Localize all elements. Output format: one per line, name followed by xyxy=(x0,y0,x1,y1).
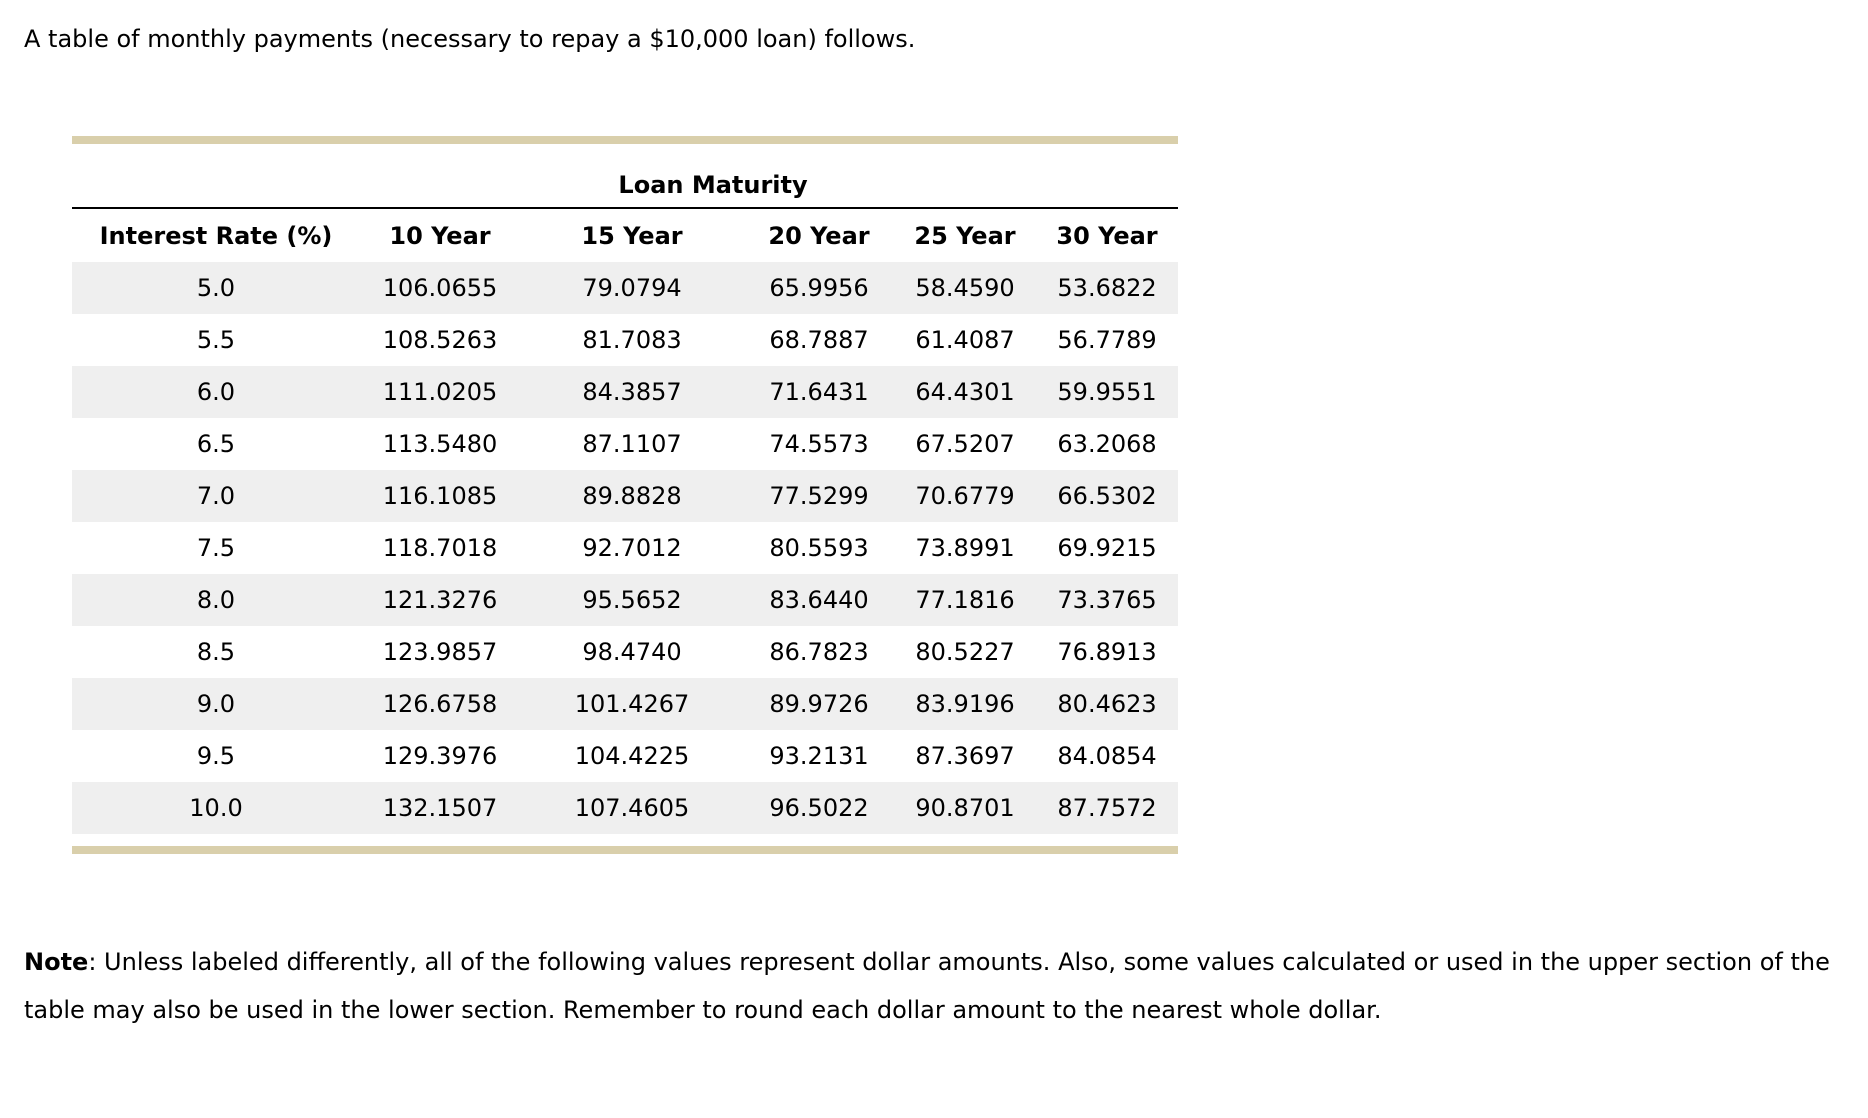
intro-text: A table of monthly payments (necessary to repay a $10,000 loan) follows. xyxy=(24,25,916,53)
payment-cell: 83.9196 xyxy=(894,678,1036,730)
interest-rate-cell: 7.5 xyxy=(196,534,236,562)
payment-cell: 95.5652 xyxy=(520,574,744,626)
payment-cell: 53.6822 xyxy=(1036,262,1178,314)
payment-cell: 92.7012 xyxy=(582,534,682,562)
payment-cell: 87.1107 xyxy=(582,430,682,458)
payment-cell: 81.7083 xyxy=(582,326,682,354)
payment-cell: 89.9726 xyxy=(744,678,894,730)
payment-cell: 69.9215 xyxy=(1057,534,1157,562)
payment-cell: 80.5227 xyxy=(915,638,1015,666)
payment-cell: 77.5299 xyxy=(744,470,894,522)
payment-cell: 58.4590 xyxy=(894,262,1036,314)
note-label: Note xyxy=(24,948,89,976)
column-header-25-year: 25 Year xyxy=(914,221,1016,250)
payment-cell: 96.5022 xyxy=(744,782,894,834)
payment-cell: 113.5480 xyxy=(382,430,498,458)
interest-rate-cell: 6.0 xyxy=(72,366,360,418)
payment-cell: 74.5573 xyxy=(769,430,869,458)
table-bottom-rule xyxy=(72,846,1178,854)
payment-cell: 64.4301 xyxy=(894,366,1036,418)
payment-cell: 84.3857 xyxy=(520,366,744,418)
table-row xyxy=(72,366,1178,418)
payment-cell: 104.4225 xyxy=(574,742,690,770)
payments-table-container xyxy=(72,136,1178,854)
table-body xyxy=(72,262,1178,834)
payment-cell: 132.1507 xyxy=(360,782,520,834)
payment-cell: 56.7789 xyxy=(1057,326,1157,354)
payment-cell: 70.6779 xyxy=(894,470,1036,522)
payment-cell: 61.4087 xyxy=(915,326,1015,354)
payment-cell: 121.3276 xyxy=(360,574,520,626)
column-header-10-year: 10 Year xyxy=(389,221,491,250)
table-top-rule xyxy=(72,136,1178,144)
payment-cell: 79.0794 xyxy=(520,262,744,314)
interest-rate-cell: 5.0 xyxy=(72,262,360,314)
payment-cell: 126.6758 xyxy=(360,678,520,730)
payment-cell: 73.8991 xyxy=(915,534,1015,562)
payment-cell: 63.2068 xyxy=(1057,430,1157,458)
column-header-20-year: 20 Year xyxy=(768,221,870,250)
interest-rate-cell: 7.0 xyxy=(72,470,360,522)
interest-rate-cell: 8.5 xyxy=(196,638,236,666)
payment-cell: 129.3976 xyxy=(382,742,498,770)
payment-cell: 93.2131 xyxy=(769,742,869,770)
payment-cell: 87.7572 xyxy=(1036,782,1178,834)
payment-cell: 67.5207 xyxy=(915,430,1015,458)
payment-cell: 77.1816 xyxy=(894,574,1036,626)
payment-cell: 87.3697 xyxy=(915,742,1015,770)
payment-cell: 66.5302 xyxy=(1036,470,1178,522)
table-row xyxy=(72,418,1178,470)
table-row xyxy=(72,730,1178,782)
table-row xyxy=(72,262,1178,314)
payment-cell: 107.4605 xyxy=(520,782,744,834)
interest-rate-cell: 5.5 xyxy=(196,326,236,354)
payment-cell: 116.1085 xyxy=(360,470,520,522)
interest-rate-cell: 10.0 xyxy=(72,782,360,834)
payment-cell: 90.8701 xyxy=(894,782,1036,834)
table-row xyxy=(72,470,1178,522)
payment-cell: 108.5263 xyxy=(382,326,498,354)
payment-cell: 65.9956 xyxy=(744,262,894,314)
table-row xyxy=(72,522,1178,574)
payment-cell: 80.4623 xyxy=(1036,678,1178,730)
group-header-row xyxy=(72,144,1178,208)
loan-maturity-label: Loan Maturity xyxy=(618,171,808,199)
interest-rate-cell: 6.5 xyxy=(196,430,236,458)
payment-cell: 59.9551 xyxy=(1036,366,1178,418)
payment-cell: 101.4267 xyxy=(520,678,744,730)
table-row xyxy=(72,678,1178,730)
payment-cell: 111.0205 xyxy=(360,366,520,418)
note-paragraph xyxy=(24,938,1854,1034)
payment-cell: 98.4740 xyxy=(582,638,682,666)
column-header-interest-rate: Interest Rate (%) xyxy=(99,221,333,250)
payment-cell: 73.3765 xyxy=(1036,574,1178,626)
payment-cell: 84.0854 xyxy=(1057,742,1157,770)
interest-rate-cell: 9.5 xyxy=(196,742,236,770)
payment-cell: 106.0655 xyxy=(360,262,520,314)
table-row xyxy=(72,782,1178,834)
note-text: : Unless labeled differently, all of the following values represent dollar amounts. Also, some values calculated or used in the upper section of the table may also be used in the lower section. Remember to round each dollar amount to the nearest whole dollar. xyxy=(24,948,1830,1024)
payment-cell: 86.7823 xyxy=(769,638,869,666)
column-header-row xyxy=(72,208,1178,262)
payment-cell: 71.6431 xyxy=(744,366,894,418)
interest-rate-cell: 9.0 xyxy=(72,678,360,730)
table-row xyxy=(72,626,1178,678)
column-header-30-year: 30 Year xyxy=(1056,221,1158,250)
group-header-blank xyxy=(72,144,360,208)
payment-cell: 118.7018 xyxy=(382,534,498,562)
payment-cell: 83.6440 xyxy=(744,574,894,626)
table-row xyxy=(72,574,1178,626)
payment-cell: 89.8828 xyxy=(520,470,744,522)
interest-rate-cell: 8.0 xyxy=(72,574,360,626)
loan-maturity-header xyxy=(360,144,1178,208)
payment-cell: 68.7887 xyxy=(769,326,869,354)
payment-cell: 123.9857 xyxy=(382,638,498,666)
payment-cell: 76.8913 xyxy=(1057,638,1157,666)
monthly-payments-table xyxy=(72,144,1178,834)
table-row xyxy=(72,314,1178,366)
column-header-15-year: 15 Year xyxy=(581,221,683,250)
payment-cell: 80.5593 xyxy=(769,534,869,562)
